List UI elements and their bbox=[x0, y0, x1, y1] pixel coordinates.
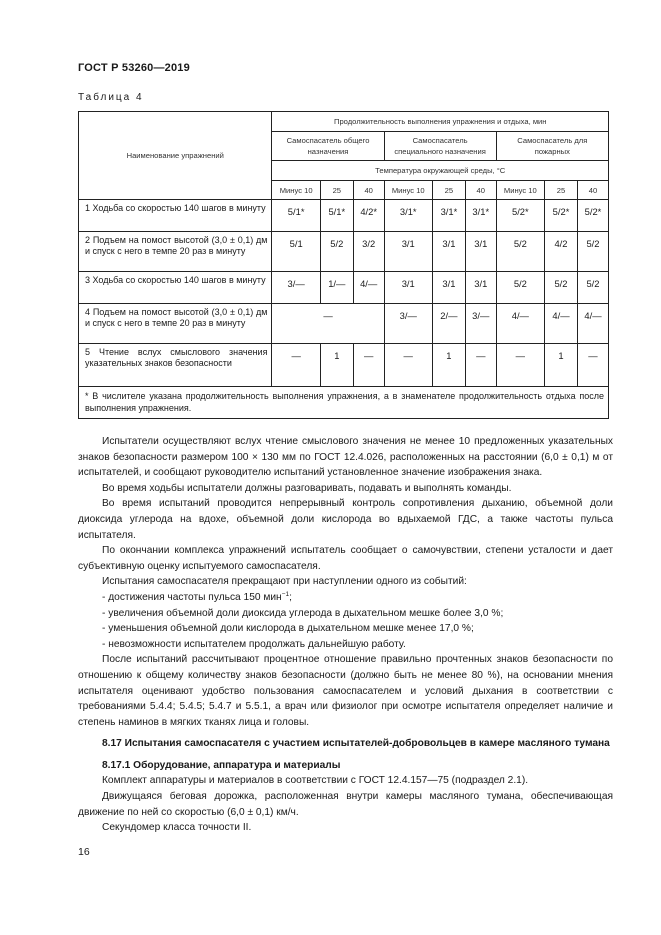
list-item-text: - достижения частоты пульса 150 мин bbox=[102, 591, 282, 603]
value-cell: 1 bbox=[432, 344, 465, 387]
value-cell: 3/1 bbox=[432, 232, 465, 272]
body-text bbox=[78, 434, 613, 836]
table-row bbox=[79, 304, 609, 344]
table-row bbox=[79, 272, 609, 304]
value-cell: 3/1 bbox=[384, 232, 432, 272]
value-cell: 5/2* bbox=[577, 200, 608, 232]
temp-header-cell: Минус 10 bbox=[496, 181, 544, 200]
page-number: 16 bbox=[78, 846, 90, 858]
header-group-firefighters: Самоспасатель для пожарных bbox=[496, 132, 608, 161]
exercise-name-cell: 3 Ходьба со скоростью 140 шагов в минуту bbox=[79, 272, 272, 304]
merged-value-cell: — bbox=[272, 304, 384, 344]
temp-header-cell: Минус 10 bbox=[384, 181, 432, 200]
table-row bbox=[79, 200, 609, 232]
value-cell: 3/— bbox=[272, 272, 320, 304]
exercise-name-cell: 5 Чтение вслух смыслового значения указательных знаков безопасности bbox=[79, 344, 272, 387]
temp-header-cell: 25 bbox=[320, 181, 353, 200]
table-footnote: * В числителе указана продолжительность выполнения упражнения, а в знаменателе продолжительность отдыха после выполнения упражнения. bbox=[79, 387, 609, 419]
value-cell: 1 bbox=[320, 344, 353, 387]
value-cell: 3/1 bbox=[384, 272, 432, 304]
exercise-name-cell: 1 Ходьба со скоростью 140 шагов в минуту bbox=[79, 200, 272, 232]
value-cell: 3/1* bbox=[465, 200, 496, 232]
value-cell: 4/2* bbox=[353, 200, 384, 232]
subsection-heading: 8.17.1 Оборудование, аппаратура и материалы bbox=[102, 759, 341, 771]
value-cell: 2/— bbox=[432, 304, 465, 344]
value-cell: — bbox=[496, 344, 544, 387]
header-group-general: Самоспасатель общего назначения bbox=[272, 132, 384, 161]
value-cell: 1/— bbox=[320, 272, 353, 304]
value-cell: — bbox=[465, 344, 496, 387]
paragraph: Комплект аппаратуры и материалов в соответствии с ГОСТ 12.4.157—75 (подраздел 2.1). bbox=[102, 775, 529, 787]
value-cell: 5/2* bbox=[496, 200, 544, 232]
table-caption: Таблица 4 bbox=[78, 92, 144, 103]
value-cell: 3/1 bbox=[465, 272, 496, 304]
value-cell: — bbox=[384, 344, 432, 387]
value-cell: 5/1 bbox=[272, 232, 320, 272]
list-item bbox=[78, 590, 613, 606]
temp-header-cell: 25 bbox=[545, 181, 578, 200]
value-cell: — bbox=[272, 344, 320, 387]
value-cell: 5/2 bbox=[496, 272, 544, 304]
exercise-name-cell: 4 Подъем на помост высотой (3,0 ± 0,1) дм и спуск с него в темпе 20 раз в минуту bbox=[79, 304, 272, 344]
paragraph: По окончании комплекса упражнений испытатель сообщает о самочувствии, степени усталости и дает субъективную оценку испытуемого самоспасателя. bbox=[78, 545, 613, 572]
table-row bbox=[79, 344, 609, 387]
list-item: - уменьшения объемной доли кислорода в дыхательном мешке менее 17,0 %; bbox=[102, 623, 474, 635]
value-cell: 1 bbox=[545, 344, 578, 387]
temp-header-cell: 40 bbox=[353, 181, 384, 200]
header-duration: Продолжительность выполнения упражнения и отдыха, мин bbox=[272, 112, 609, 132]
value-cell: 3/1 bbox=[465, 232, 496, 272]
value-cell: — bbox=[577, 344, 608, 387]
value-cell: 3/— bbox=[384, 304, 432, 344]
value-cell: 4/2 bbox=[545, 232, 578, 272]
value-cell: 5/2 bbox=[577, 272, 608, 304]
temp-header-cell: 40 bbox=[577, 181, 608, 200]
paragraph: Во время испытаний проводится непрерывный контроль сопротивления дыханию, объемной доли диоксида углерода на вдохе, объемной доли кислорода во вдыхаемой ГДС, а также частоты пульса испытателя. bbox=[78, 498, 613, 541]
value-cell: 5/1* bbox=[320, 200, 353, 232]
value-cell: 3/— bbox=[465, 304, 496, 344]
value-cell: 5/2 bbox=[320, 232, 353, 272]
value-cell: 3/1* bbox=[432, 200, 465, 232]
value-cell: — bbox=[353, 344, 384, 387]
value-cell: 5/2* bbox=[545, 200, 578, 232]
section-heading: 8.17 Испытания самоспасателя с участием испытателей-добровольцев в камере масляного тумана bbox=[102, 738, 610, 750]
paragraph: Секундомер класса точности II. bbox=[102, 822, 252, 834]
header-exercise-name: Наименование упражнений bbox=[79, 112, 272, 200]
value-cell: 3/1* bbox=[384, 200, 432, 232]
table-row bbox=[79, 232, 609, 272]
superscript: −1 bbox=[281, 590, 290, 598]
value-cell: 5/1* bbox=[272, 200, 320, 232]
paragraph: Движущаяся беговая дорожка, расположенная внутри камеры масляного тумана, обеспечивающая движение по ней со скоростью (6,0 ± 0,1) км/ч. bbox=[78, 791, 613, 818]
exercise-name-cell: 2 Подъем на помост высотой (3,0 ± 0,1) дм и спуск с него в темпе 20 раз в минуту bbox=[79, 232, 272, 272]
paragraph: После испытаний рассчитывают процентное отношение правильно прочтенных знаков безопасности по отношению к общему количеству знаков безопасности (должно быть не менее 80 %), на основании мнения испытателя оценивают удобство пользования самоспасателем и условий дыхания в соответствии с требованиями 5.4.4; 5.4.5; 5.4.7 и 5.5.1, а врач или физиолог при осмотре испытателя определяет наличие и степень наминов в мягких тканях лица и головы. bbox=[78, 654, 613, 728]
value-cell: 3/1 bbox=[432, 272, 465, 304]
temp-header-cell: Минус 10 bbox=[272, 181, 320, 200]
list-item: - невозможности испытателем продолжать дальнейшую работу. bbox=[102, 638, 406, 650]
value-cell: 4/— bbox=[577, 304, 608, 344]
value-cell: 4/— bbox=[545, 304, 578, 344]
document-code: ГОСТ Р 53260—2019 bbox=[78, 62, 190, 74]
value-cell: 5/2 bbox=[545, 272, 578, 304]
header-group-special: Самоспасатель специального назначения bbox=[384, 132, 496, 161]
exercise-table bbox=[78, 111, 609, 419]
header-temperature: Температура окружающей среды, °С bbox=[272, 161, 609, 181]
value-cell: 3/2 bbox=[353, 232, 384, 272]
value-cell: 4/— bbox=[496, 304, 544, 344]
list-item: - увеличения объемной доли диоксида углерода в дыхательном мешке более 3,0 %; bbox=[102, 607, 504, 619]
temp-header-cell: 25 bbox=[432, 181, 465, 200]
temp-header-cell: 40 bbox=[465, 181, 496, 200]
value-cell: 5/2 bbox=[496, 232, 544, 272]
list-item-text: ; bbox=[289, 591, 292, 603]
value-cell: 5/2 bbox=[577, 232, 608, 272]
paragraph: Во время ходьбы испытатели должны разговаривать, подавать и выполнять команды. bbox=[102, 482, 512, 494]
value-cell: 4/— bbox=[353, 272, 384, 304]
paragraph: Испытатели осуществляют вслух чтение смыслового значения не менее 10 предложенных указательных знаков безопасности размером 100 × 130 мм по ГОСТ 12.4.026, расположенных на расстоянии (6,0 ± 0,1) м от испытателей, и сообщают руководителю испытаний установленное значение изображения знака. bbox=[78, 436, 613, 479]
paragraph: Испытания самоспасателя прекращают при наступлении одного из событий: bbox=[102, 576, 467, 588]
